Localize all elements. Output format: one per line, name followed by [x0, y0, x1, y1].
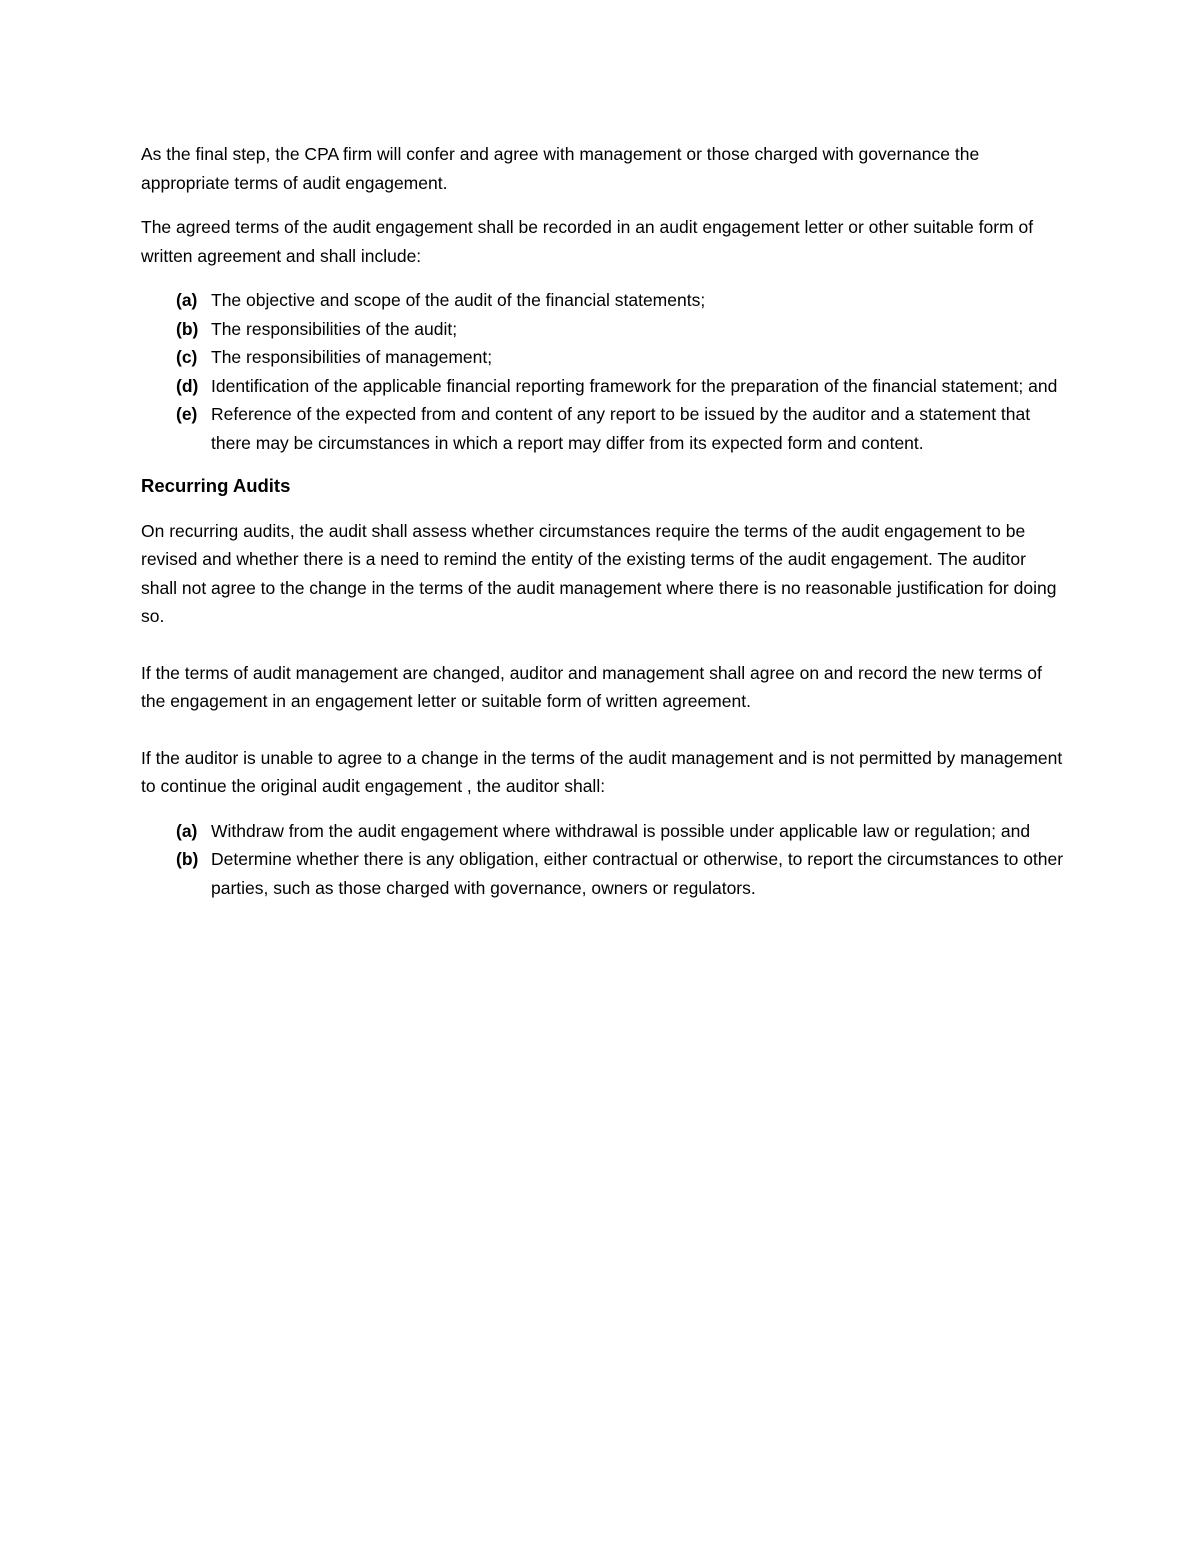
- paragraph-unable-to-agree: If the auditor is unable to agree to a change in the terms of the audit management and is not permitted by management to continue the original audit engagement , the auditor shall:: [141, 747, 1063, 796]
- list-item-text: Withdraw from the audit engagement where withdrawal is possible under applicable law or regulation; and: [211, 820, 1031, 841]
- list-marker: (b): [176, 318, 199, 339]
- auditor-actions-list: [141, 817, 1066, 903]
- list-marker: (c): [176, 347, 198, 367]
- paragraph-recurring-audits: On recurring audits, the audit shall assess whether circumstances require the terms of the audit engagement to be revised and whether there is a need to remind the entity of the existing terms of the audit engagement. The auditor shall not agree to the change in the terms of the audit management where there is no reasonable justification for doing so.: [141, 520, 1057, 626]
- list-item: [141, 315, 1066, 344]
- list-item-text: Determine whether there is any obligation, either contractual or otherwise, to report the circumstances to other parties, such as those charged with governance, owners or regulators.: [211, 849, 1064, 898]
- list-marker: (a): [176, 820, 198, 841]
- paragraph-intro: As the final step, the CPA firm will confer and agree with management or those charged with governance the appropriate terms of audit engagement.: [141, 144, 980, 193]
- list-item-text: Reference of the expected from and content of any report to be issued by the auditor and a statement that there may be circumstances in which a report may differ from its expected form and content.: [211, 404, 1031, 453]
- document-page: [141, 140, 1066, 902]
- list-item: [141, 400, 1066, 457]
- list-marker: (e): [176, 404, 198, 424]
- list-item-text: The responsibilities of the audit;: [211, 318, 458, 339]
- list-item: [141, 286, 1066, 315]
- list-marker: (d): [176, 375, 199, 396]
- list-item: [141, 372, 1066, 401]
- list-item-text: The objective and scope of the audit of the financial statements;: [211, 290, 706, 310]
- list-marker: (a): [176, 290, 198, 310]
- list-item-text: The responsibilities of management;: [211, 347, 493, 367]
- engagement-terms-list: [141, 286, 1066, 457]
- paragraph-changed-terms: If the terms of audit management are changed, auditor and management shall agree on and record the new terms of the engagement in an engagement letter or suitable form of written agreement.: [141, 662, 1042, 711]
- list-item: [141, 845, 1066, 902]
- section-heading: Recurring Audits: [141, 475, 291, 496]
- list-item: [141, 343, 1066, 372]
- paragraph-agreed-terms: The agreed terms of the audit engagement shall be recorded in an audit engagement letter or other suitable form of written agreement and shall include:: [141, 217, 1034, 266]
- list-item: [141, 817, 1066, 846]
- list-marker: (b): [176, 849, 199, 869]
- list-item-text: Identification of the applicable financial reporting framework for the preparation of the financial statement; and: [211, 375, 1058, 396]
